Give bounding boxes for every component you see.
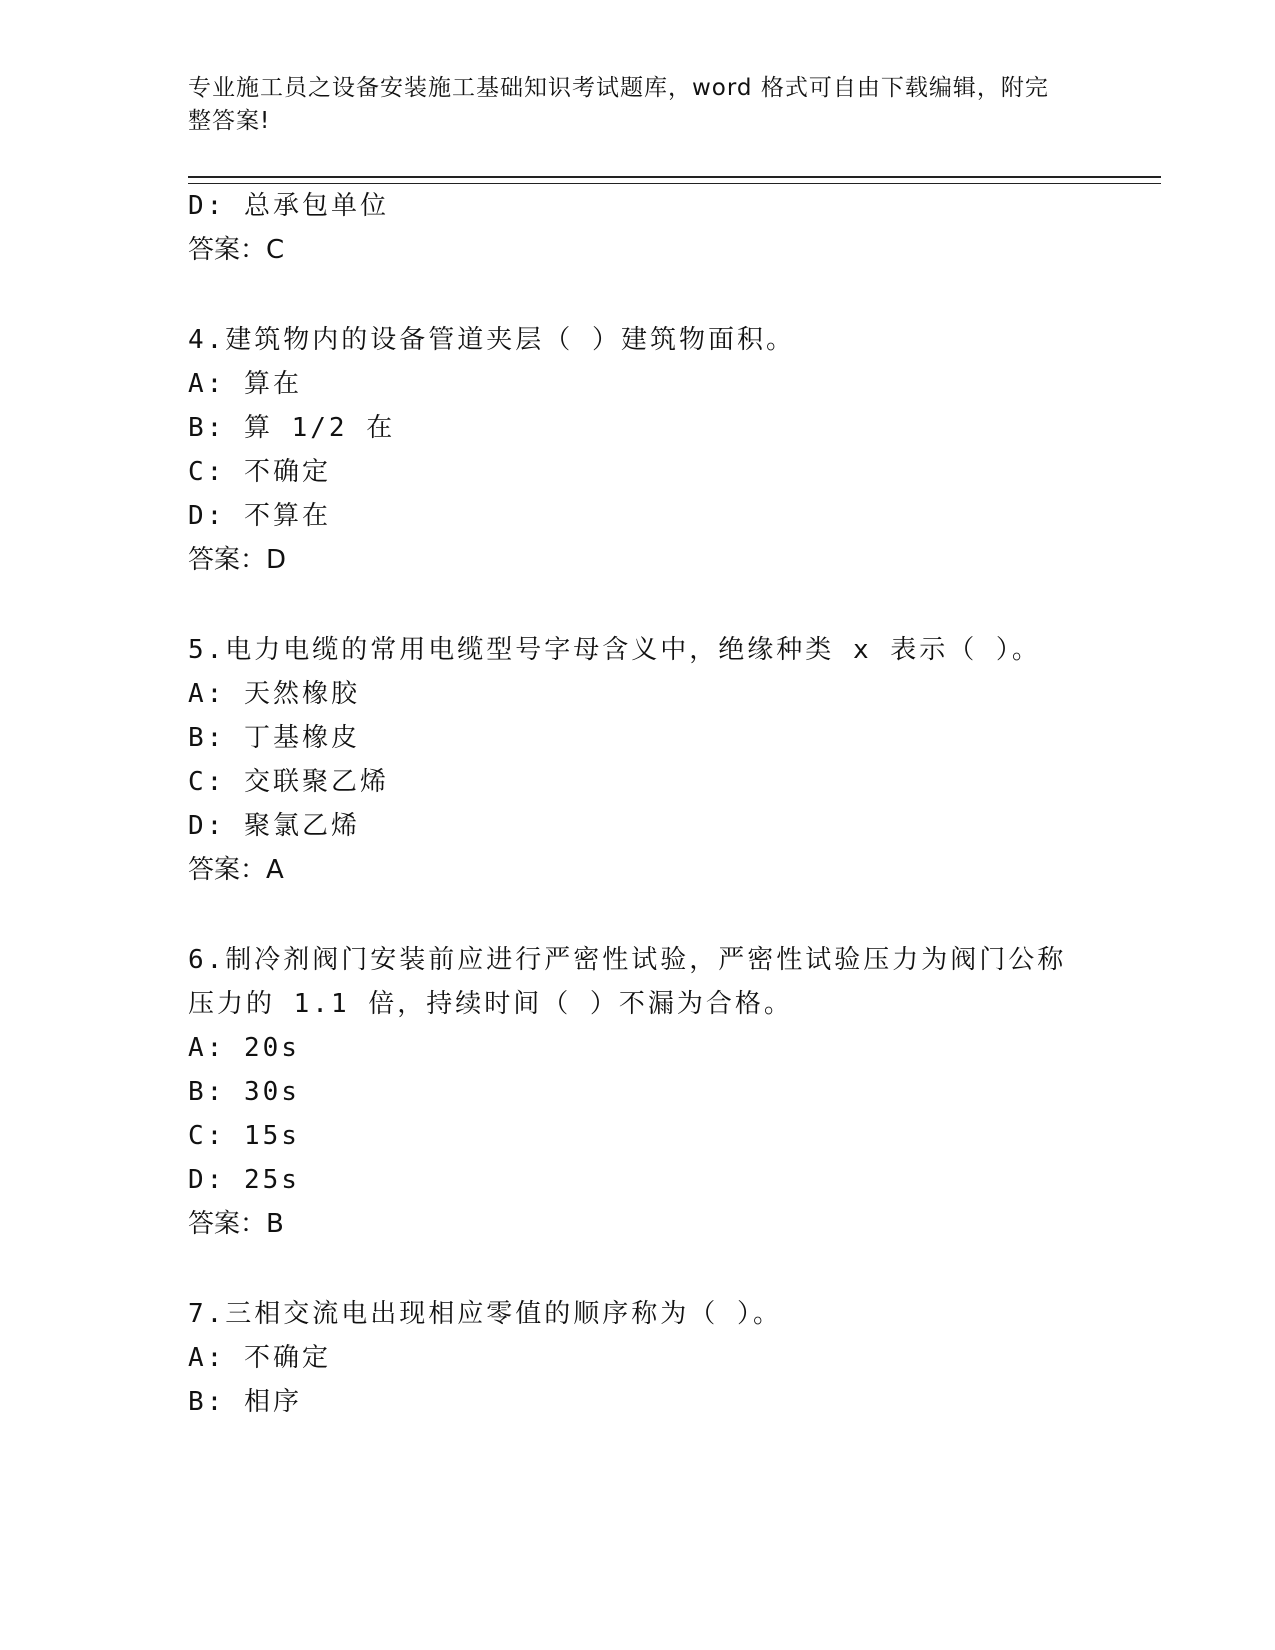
q5-stem: 5.电力电缆的常用电缆型号字母含义中，绝缘种类 x 表示（ ）。	[188, 635, 1041, 665]
header-divider-thick	[188, 176, 1161, 178]
q4-option-c: C: 不确定	[188, 457, 331, 487]
q7-option-b: B: 相序	[188, 1387, 302, 1417]
q6-answer: 答案：B	[188, 1209, 284, 1239]
header-divider-thin	[188, 183, 1161, 184]
q5-option-a: A: 天然橡胶	[188, 679, 360, 709]
q5-option-d: D: 聚氯乙烯	[188, 811, 360, 841]
q6-stem-line-1: 6.制冷剂阀门安装前应进行严密性试验，严密性试验压力为阀门公称	[188, 945, 1067, 975]
q4-option-a: A: 算在	[188, 369, 302, 399]
q4-answer: 答案：D	[188, 545, 287, 575]
q5-option-c: C: 交联聚乙烯	[188, 767, 389, 797]
q4-option-b: B: 算 1/2 在	[188, 413, 396, 443]
q6-option-b: B: 30s	[188, 1077, 300, 1107]
q7-stem: 7.三相交流电出现相应零值的顺序称为（ ）。	[188, 1299, 782, 1329]
q3-option-d: D: 总承包单位	[188, 191, 389, 221]
q6-option-a: A: 20s	[188, 1033, 300, 1063]
q5-answer: 答案：A	[188, 855, 284, 885]
q3-answer: 答案：C	[188, 235, 285, 265]
q6-option-c: C: 15s	[188, 1121, 300, 1151]
q4-option-d: D: 不算在	[188, 501, 331, 531]
header-line-1: 专业施工员之设备安装施工基础知识考试题库，word 格式可自由下载编辑，附完	[188, 75, 1049, 101]
q6-option-d: D: 25s	[188, 1165, 300, 1195]
q4-stem: 4.建筑物内的设备管道夹层（ ）建筑物面积。	[188, 325, 795, 355]
header-line-2: 整答案!	[188, 108, 271, 134]
q6-stem-line-2: 压力的 1.1 倍，持续时间（ ）不漏为合格。	[188, 989, 793, 1019]
q5-option-b: B: 丁基橡皮	[188, 723, 360, 753]
q7-option-a: A: 不确定	[188, 1343, 331, 1373]
document-header	[188, 72, 1068, 138]
